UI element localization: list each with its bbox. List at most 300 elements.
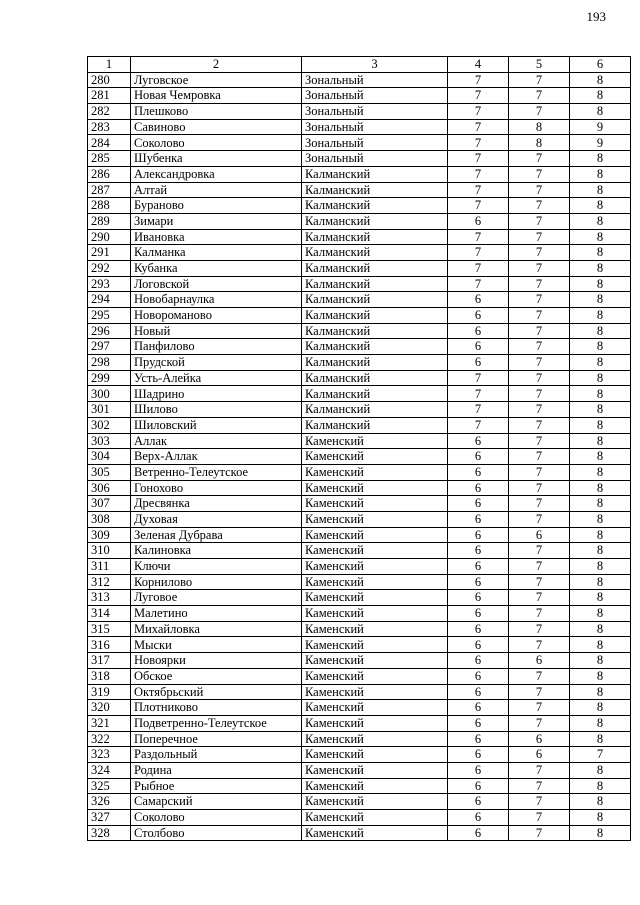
value-4-cell: 6 <box>448 653 509 669</box>
row-number-cell: 307 <box>88 496 131 512</box>
district-cell: Калманский <box>302 198 448 214</box>
settlement-name-cell: Плотниково <box>131 700 302 716</box>
district-cell: Калманский <box>302 339 448 355</box>
value-6-cell: 8 <box>570 245 631 261</box>
table-row <box>88 527 631 543</box>
value-4-cell: 6 <box>448 496 509 512</box>
table-row <box>88 543 631 559</box>
value-6-cell: 8 <box>570 151 631 167</box>
value-4-cell: 7 <box>448 151 509 167</box>
row-number-cell: 288 <box>88 198 131 214</box>
value-4-cell: 6 <box>448 700 509 716</box>
table-row <box>88 260 631 276</box>
table-row <box>88 198 631 214</box>
row-number-cell: 290 <box>88 229 131 245</box>
value-6-cell: 8 <box>570 182 631 198</box>
value-5-cell: 7 <box>509 590 570 606</box>
district-cell: Калманский <box>302 292 448 308</box>
value-6-cell: 8 <box>570 198 631 214</box>
district-cell: Каменский <box>302 668 448 684</box>
district-cell: Калманский <box>302 182 448 198</box>
value-4-cell: 6 <box>448 543 509 559</box>
value-4-cell: 7 <box>448 104 509 120</box>
value-6-cell: 7 <box>570 747 631 763</box>
value-4-cell: 6 <box>448 747 509 763</box>
value-6-cell: 9 <box>570 119 631 135</box>
value-4-cell: 7 <box>448 276 509 292</box>
table-row <box>88 276 631 292</box>
value-4-cell: 6 <box>448 637 509 653</box>
settlement-name-cell: Обское <box>131 668 302 684</box>
value-6-cell: 8 <box>570 559 631 575</box>
district-cell: Калманский <box>302 166 448 182</box>
value-6-cell: 8 <box>570 260 631 276</box>
district-cell: Калманский <box>302 213 448 229</box>
value-4-cell: 6 <box>448 292 509 308</box>
row-number-cell: 281 <box>88 88 131 104</box>
table-row <box>88 386 631 402</box>
value-6-cell: 8 <box>570 229 631 245</box>
value-4-cell: 6 <box>448 308 509 324</box>
value-5-cell: 7 <box>509 778 570 794</box>
district-cell: Каменский <box>302 480 448 496</box>
value-6-cell: 8 <box>570 417 631 433</box>
district-cell: Калманский <box>302 229 448 245</box>
value-4-cell: 7 <box>448 119 509 135</box>
district-cell: Калманский <box>302 245 448 261</box>
value-6-cell: 8 <box>570 496 631 512</box>
value-5-cell: 7 <box>509 355 570 371</box>
row-number-cell: 328 <box>88 825 131 841</box>
district-cell: Калманский <box>302 308 448 324</box>
row-number-cell: 300 <box>88 386 131 402</box>
value-5-cell: 7 <box>509 810 570 826</box>
value-4-cell: 6 <box>448 511 509 527</box>
value-5-cell: 7 <box>509 308 570 324</box>
settlement-name-cell: Октябрьский <box>131 684 302 700</box>
value-6-cell: 8 <box>570 653 631 669</box>
value-5-cell: 6 <box>509 653 570 669</box>
value-5-cell: 7 <box>509 574 570 590</box>
row-number-cell: 313 <box>88 590 131 606</box>
settlement-name-cell: Кубанка <box>131 260 302 276</box>
district-cell: Калманский <box>302 386 448 402</box>
value-6-cell: 8 <box>570 370 631 386</box>
value-6-cell: 8 <box>570 590 631 606</box>
settlement-name-cell: Новобарнаулка <box>131 292 302 308</box>
settlement-name-cell: Александровка <box>131 166 302 182</box>
district-cell: Калманский <box>302 417 448 433</box>
value-4-cell: 7 <box>448 417 509 433</box>
value-5-cell: 7 <box>509 245 570 261</box>
district-cell: Каменский <box>302 747 448 763</box>
value-4-cell: 7 <box>448 135 509 151</box>
row-number-cell: 295 <box>88 308 131 324</box>
value-5-cell: 7 <box>509 496 570 512</box>
settlement-name-cell: Верх-Аллак <box>131 449 302 465</box>
district-cell: Каменский <box>302 574 448 590</box>
value-6-cell: 8 <box>570 323 631 339</box>
table-body <box>88 72 631 841</box>
district-cell: Каменский <box>302 590 448 606</box>
row-number-cell: 298 <box>88 355 131 371</box>
row-number-cell: 326 <box>88 794 131 810</box>
row-number-cell: 322 <box>88 731 131 747</box>
settlement-name-cell: Панфилово <box>131 339 302 355</box>
row-number-cell: 297 <box>88 339 131 355</box>
district-cell: Каменский <box>302 464 448 480</box>
value-4-cell: 7 <box>448 72 509 88</box>
district-cell: Калманский <box>302 260 448 276</box>
value-4-cell: 6 <box>448 715 509 731</box>
table-row <box>88 370 631 386</box>
settlement-name-cell: Шилово <box>131 402 302 418</box>
settlement-name-cell: Родина <box>131 762 302 778</box>
value-5-cell: 7 <box>509 260 570 276</box>
table-row <box>88 653 631 669</box>
table-row <box>88 308 631 324</box>
district-cell: Каменский <box>302 496 448 512</box>
value-5-cell: 7 <box>509 72 570 88</box>
row-number-cell: 282 <box>88 104 131 120</box>
settlement-name-cell: Луговское <box>131 72 302 88</box>
value-4-cell: 6 <box>448 464 509 480</box>
district-cell: Каменский <box>302 433 448 449</box>
table-row <box>88 355 631 371</box>
column-header-2: 2 <box>131 57 302 73</box>
row-number-cell: 284 <box>88 135 131 151</box>
district-cell: Каменский <box>302 559 448 575</box>
district-cell: Каменский <box>302 715 448 731</box>
value-5-cell: 7 <box>509 417 570 433</box>
value-6-cell: 8 <box>570 355 631 371</box>
value-6-cell: 8 <box>570 213 631 229</box>
district-cell: Каменский <box>302 810 448 826</box>
value-4-cell: 6 <box>448 323 509 339</box>
value-4-cell: 6 <box>448 574 509 590</box>
value-4-cell: 6 <box>448 810 509 826</box>
row-number-cell: 327 <box>88 810 131 826</box>
table-row <box>88 166 631 182</box>
value-6-cell: 8 <box>570 700 631 716</box>
table-row <box>88 715 631 731</box>
value-4-cell: 6 <box>448 762 509 778</box>
row-number-cell: 321 <box>88 715 131 731</box>
settlement-name-cell: Ивановка <box>131 229 302 245</box>
table-row <box>88 402 631 418</box>
table-row <box>88 119 631 135</box>
value-4-cell: 7 <box>448 88 509 104</box>
value-4-cell: 6 <box>448 527 509 543</box>
value-4-cell: 6 <box>448 778 509 794</box>
value-6-cell: 8 <box>570 276 631 292</box>
value-5-cell: 7 <box>509 386 570 402</box>
value-5-cell: 8 <box>509 135 570 151</box>
table-row <box>88 182 631 198</box>
row-number-cell: 293 <box>88 276 131 292</box>
value-6-cell: 8 <box>570 449 631 465</box>
settlement-name-cell: Новоярки <box>131 653 302 669</box>
value-6-cell: 8 <box>570 339 631 355</box>
table-row <box>88 88 631 104</box>
district-cell: Каменский <box>302 762 448 778</box>
district-cell: Зональный <box>302 119 448 135</box>
settlement-name-cell: Столбово <box>131 825 302 841</box>
settlement-name-cell: Зимари <box>131 213 302 229</box>
row-number-cell: 309 <box>88 527 131 543</box>
row-number-cell: 286 <box>88 166 131 182</box>
row-number-cell: 303 <box>88 433 131 449</box>
value-5-cell: 7 <box>509 370 570 386</box>
column-header-6: 6 <box>570 57 631 73</box>
value-5-cell: 6 <box>509 731 570 747</box>
district-cell: Зональный <box>302 151 448 167</box>
district-cell: Каменский <box>302 511 448 527</box>
district-cell: Каменский <box>302 527 448 543</box>
value-5-cell: 7 <box>509 292 570 308</box>
value-4-cell: 7 <box>448 198 509 214</box>
value-6-cell: 8 <box>570 386 631 402</box>
settlement-name-cell: Новороманово <box>131 308 302 324</box>
value-6-cell: 8 <box>570 308 631 324</box>
table-row <box>88 747 631 763</box>
settlement-name-cell: Корнилово <box>131 574 302 590</box>
table-row <box>88 559 631 575</box>
value-6-cell: 8 <box>570 810 631 826</box>
settlement-name-cell: Савиново <box>131 119 302 135</box>
value-6-cell: 8 <box>570 104 631 120</box>
value-6-cell: 8 <box>570 402 631 418</box>
settlement-name-cell: Шадрино <box>131 386 302 402</box>
value-5-cell: 7 <box>509 166 570 182</box>
row-number-cell: 292 <box>88 260 131 276</box>
value-4-cell: 6 <box>448 684 509 700</box>
table-row <box>88 810 631 826</box>
value-4-cell: 7 <box>448 260 509 276</box>
district-cell: Каменский <box>302 700 448 716</box>
value-6-cell: 8 <box>570 762 631 778</box>
value-5-cell: 7 <box>509 762 570 778</box>
settlement-name-cell: Поперечное <box>131 731 302 747</box>
value-4-cell: 6 <box>448 731 509 747</box>
value-4-cell: 7 <box>448 166 509 182</box>
settlement-name-cell: Прудской <box>131 355 302 371</box>
value-5-cell: 7 <box>509 606 570 622</box>
settlement-name-cell: Шубенка <box>131 151 302 167</box>
value-4-cell: 6 <box>448 794 509 810</box>
table-row <box>88 213 631 229</box>
table-row <box>88 292 631 308</box>
value-5-cell: 7 <box>509 104 570 120</box>
district-cell: Зональный <box>302 72 448 88</box>
settlement-name-cell: Ветренно-Телеутское <box>131 464 302 480</box>
row-number-cell: 299 <box>88 370 131 386</box>
settlement-name-cell: Алтай <box>131 182 302 198</box>
value-6-cell: 8 <box>570 72 631 88</box>
settlement-name-cell: Зеленая Дубрава <box>131 527 302 543</box>
row-number-cell: 323 <box>88 747 131 763</box>
data-table <box>87 56 631 841</box>
value-4-cell: 6 <box>448 606 509 622</box>
value-5-cell: 6 <box>509 747 570 763</box>
district-cell: Калманский <box>302 276 448 292</box>
settlement-name-cell: Калманка <box>131 245 302 261</box>
settlement-name-cell: Самарский <box>131 794 302 810</box>
value-4-cell: 7 <box>448 245 509 261</box>
row-number-cell: 305 <box>88 464 131 480</box>
value-4-cell: 6 <box>448 480 509 496</box>
row-number-cell: 314 <box>88 606 131 622</box>
table-row <box>88 151 631 167</box>
value-4-cell: 7 <box>448 229 509 245</box>
value-6-cell: 8 <box>570 464 631 480</box>
row-number-cell: 285 <box>88 151 131 167</box>
table-row <box>88 668 631 684</box>
district-cell: Каменский <box>302 543 448 559</box>
table-row <box>88 731 631 747</box>
value-5-cell: 7 <box>509 700 570 716</box>
district-cell: Зональный <box>302 135 448 151</box>
row-number-cell: 291 <box>88 245 131 261</box>
value-5-cell: 7 <box>509 621 570 637</box>
row-number-cell: 320 <box>88 700 131 716</box>
table-row <box>88 104 631 120</box>
row-number-cell: 316 <box>88 637 131 653</box>
value-5-cell: 7 <box>509 182 570 198</box>
settlement-name-cell: Логовской <box>131 276 302 292</box>
value-4-cell: 6 <box>448 559 509 575</box>
settlement-name-cell: Малетино <box>131 606 302 622</box>
row-number-cell: 296 <box>88 323 131 339</box>
settlement-name-cell: Соколово <box>131 810 302 826</box>
value-5-cell: 8 <box>509 119 570 135</box>
settlement-name-cell: Усть-Алейка <box>131 370 302 386</box>
value-4-cell: 6 <box>448 213 509 229</box>
row-number-cell: 317 <box>88 653 131 669</box>
value-6-cell: 8 <box>570 480 631 496</box>
row-number-cell: 283 <box>88 119 131 135</box>
column-header-3: 3 <box>302 57 448 73</box>
value-4-cell: 6 <box>448 355 509 371</box>
value-4-cell: 6 <box>448 433 509 449</box>
table-row <box>88 778 631 794</box>
settlement-name-cell: Плешково <box>131 104 302 120</box>
value-4-cell: 7 <box>448 386 509 402</box>
settlement-name-cell: Подветренно-Телеутское <box>131 715 302 731</box>
district-cell: Каменский <box>302 637 448 653</box>
row-number-cell: 301 <box>88 402 131 418</box>
settlement-name-cell: Мыски <box>131 637 302 653</box>
table-row <box>88 449 631 465</box>
value-5-cell: 7 <box>509 480 570 496</box>
table-row <box>88 637 631 653</box>
value-6-cell: 8 <box>570 166 631 182</box>
settlement-name-cell: Рыбное <box>131 778 302 794</box>
value-6-cell: 8 <box>570 825 631 841</box>
column-header-1: 1 <box>88 57 131 73</box>
value-5-cell: 7 <box>509 402 570 418</box>
value-6-cell: 8 <box>570 511 631 527</box>
value-4-cell: 7 <box>448 402 509 418</box>
table-row <box>88 323 631 339</box>
row-number-cell: 289 <box>88 213 131 229</box>
value-5-cell: 7 <box>509 229 570 245</box>
table-row <box>88 606 631 622</box>
row-number-cell: 304 <box>88 449 131 465</box>
table-row <box>88 339 631 355</box>
value-5-cell: 7 <box>509 276 570 292</box>
district-cell: Каменский <box>302 449 448 465</box>
row-number-cell: 318 <box>88 668 131 684</box>
settlement-name-cell: Духовая <box>131 511 302 527</box>
value-5-cell: 7 <box>509 794 570 810</box>
district-cell: Калманский <box>302 323 448 339</box>
value-5-cell: 7 <box>509 198 570 214</box>
row-number-cell: 302 <box>88 417 131 433</box>
table-row <box>88 433 631 449</box>
value-5-cell: 6 <box>509 527 570 543</box>
value-4-cell: 6 <box>448 339 509 355</box>
table-row <box>88 229 631 245</box>
row-number-cell: 325 <box>88 778 131 794</box>
value-6-cell: 8 <box>570 606 631 622</box>
settlement-name-cell: Новый <box>131 323 302 339</box>
value-6-cell: 8 <box>570 778 631 794</box>
page-number: 193 <box>586 9 606 24</box>
value-6-cell: 8 <box>570 794 631 810</box>
value-6-cell: 8 <box>570 668 631 684</box>
settlement-name-cell: Аллак <box>131 433 302 449</box>
value-6-cell: 8 <box>570 543 631 559</box>
table-row <box>88 135 631 151</box>
district-cell: Каменский <box>302 653 448 669</box>
value-5-cell: 7 <box>509 464 570 480</box>
value-5-cell: 7 <box>509 433 570 449</box>
row-number-cell: 280 <box>88 72 131 88</box>
table-row <box>88 496 631 512</box>
district-cell: Каменский <box>302 778 448 794</box>
value-6-cell: 8 <box>570 637 631 653</box>
value-6-cell: 8 <box>570 88 631 104</box>
value-5-cell: 7 <box>509 339 570 355</box>
value-6-cell: 8 <box>570 292 631 308</box>
table-row <box>88 464 631 480</box>
value-4-cell: 6 <box>448 590 509 606</box>
district-cell: Калманский <box>302 355 448 371</box>
column-header-5: 5 <box>509 57 570 73</box>
value-6-cell: 8 <box>570 684 631 700</box>
settlement-name-cell: Калиновка <box>131 543 302 559</box>
table-row <box>88 825 631 841</box>
value-4-cell: 6 <box>448 825 509 841</box>
value-5-cell: 7 <box>509 715 570 731</box>
value-4-cell: 7 <box>448 182 509 198</box>
header-row <box>88 57 631 73</box>
row-number-cell: 287 <box>88 182 131 198</box>
table-row <box>88 72 631 88</box>
value-5-cell: 7 <box>509 637 570 653</box>
value-6-cell: 8 <box>570 715 631 731</box>
row-number-cell: 324 <box>88 762 131 778</box>
value-4-cell: 6 <box>448 668 509 684</box>
value-5-cell: 7 <box>509 543 570 559</box>
value-4-cell: 6 <box>448 621 509 637</box>
settlement-name-cell: Соколово <box>131 135 302 151</box>
district-cell: Каменский <box>302 621 448 637</box>
table-row <box>88 700 631 716</box>
value-5-cell: 7 <box>509 88 570 104</box>
settlement-name-cell: Бураново <box>131 198 302 214</box>
